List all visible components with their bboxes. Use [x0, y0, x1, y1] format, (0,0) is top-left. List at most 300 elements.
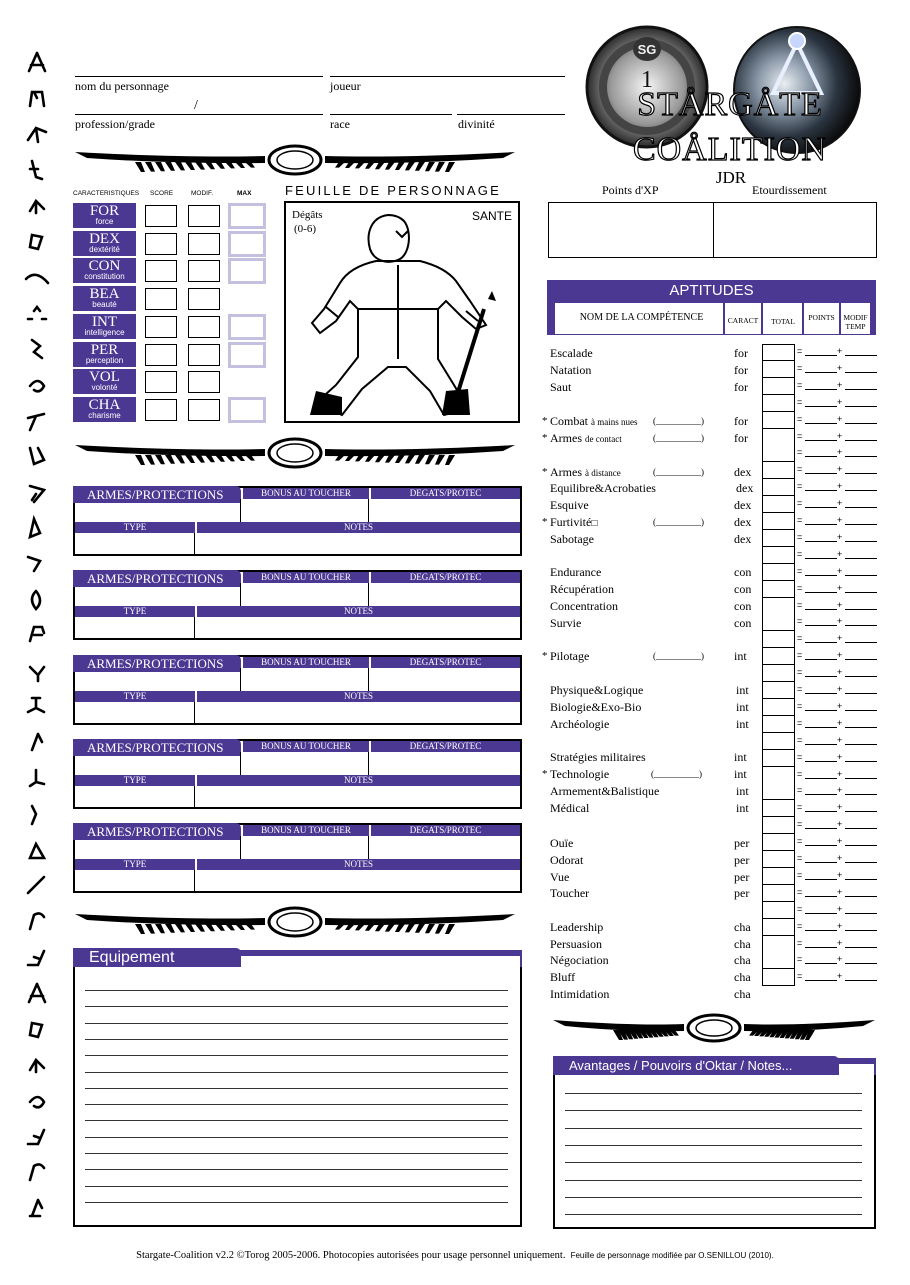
skill-score-row[interactable]: = +: [762, 783, 877, 800]
skill-attr: for: [734, 380, 748, 394]
type-label: TYPE: [123, 775, 147, 785]
skill-name: [550, 346, 593, 361]
sheet-title: FEUILLE DE PERSONNAGE: [285, 183, 501, 198]
skill-score-row[interactable]: = +: [762, 445, 877, 462]
carac-full: beauté: [92, 300, 117, 310]
skill-attr: int: [736, 683, 749, 697]
carac-full: dextérité: [89, 244, 120, 254]
score-box[interactable]: [145, 371, 177, 393]
score-box[interactable]: [145, 344, 177, 366]
equipement-line[interactable]: [85, 990, 508, 991]
skill-label: Equilibre&Acrobaties: [550, 481, 656, 495]
skill-label: Récupération: [550, 582, 614, 596]
skill-score-row[interactable]: = +: [762, 733, 877, 750]
skill-name: [550, 937, 602, 952]
stargate-glyph-icon: [22, 873, 52, 899]
equipement-line[interactable]: [85, 1006, 508, 1007]
stargate-glyph-icon: [22, 372, 52, 398]
weapon-name-field[interactable]: [75, 670, 239, 690]
skill-name: [550, 616, 581, 631]
skill-label: Physique&Logique: [550, 683, 644, 697]
skill-suffix: de contact: [585, 434, 622, 444]
divinite-field[interactable]: [457, 96, 565, 114]
notes-label: NOTES: [195, 606, 520, 617]
skill-name: [550, 886, 589, 901]
stargate-glyph-icon: [22, 766, 52, 792]
carac-full: constitution: [84, 272, 125, 282]
score-box[interactable]: [145, 260, 177, 282]
skill-name: [550, 582, 614, 597]
modif-box[interactable]: [188, 205, 220, 227]
stargate-glyph-icon: [22, 551, 52, 577]
skill-label: Archéologie: [550, 717, 610, 731]
skill-label: Toucher: [550, 886, 590, 900]
carac-full: charisme: [88, 410, 121, 420]
modif-box[interactable]: [188, 399, 220, 421]
skill-name: [550, 431, 622, 446]
star-icon: *: [542, 650, 548, 662]
skill-score-row[interactable]: = +: [762, 581, 877, 598]
profession-field[interactable]: [75, 96, 323, 114]
skill-score-row[interactable]: = +: [762, 969, 877, 986]
equipement-line[interactable]: [85, 1153, 508, 1154]
skill-attr: dex: [734, 532, 752, 546]
notes-line[interactable]: [565, 1197, 862, 1198]
carac-full: volonté: [91, 383, 118, 393]
carac-abbr: DEX: [89, 230, 120, 247]
degats-field[interactable]: [370, 838, 520, 858]
carac-abbr: INT: [92, 313, 117, 330]
degats-label: DEGATS/PROTEC: [369, 825, 520, 836]
score-box[interactable]: [145, 205, 177, 227]
equipement-title: Equipement: [73, 948, 241, 967]
skill-attr: for: [734, 346, 748, 360]
bonus-field[interactable]: [242, 501, 367, 521]
type-field[interactable]: [75, 534, 193, 554]
score-box[interactable]: [145, 399, 177, 421]
notes-line[interactable]: [565, 1162, 862, 1163]
specialty-field[interactable]: (__________): [653, 433, 704, 443]
carac-vol: [73, 369, 136, 394]
bonus-field[interactable]: [242, 670, 367, 690]
skill-score-row[interactable]: = +: [762, 716, 877, 733]
etourdissement-box[interactable]: [713, 202, 877, 258]
carac-abbr: FOR: [89, 203, 120, 219]
carac-int: [73, 314, 136, 339]
weapon-name-field[interactable]: [75, 501, 239, 521]
profession-label: profession/grade: [75, 117, 155, 131]
winged-divider: [75, 437, 515, 469]
skill-score-row[interactable]: = +: [762, 547, 877, 564]
equipement-line[interactable]: [85, 1137, 508, 1138]
modif-box[interactable]: [188, 260, 220, 282]
health-panel: [284, 201, 520, 423]
degats-label: DEGATS/PROTEC: [369, 572, 520, 583]
skill-attr: per: [734, 870, 750, 884]
skill-score-row[interactable]: = +: [762, 682, 877, 699]
sante-label: SANTE: [472, 209, 513, 223]
col-modif-header: MODIF TEMP: [843, 313, 868, 331]
skill-label: Leadership: [550, 920, 604, 934]
footer-main: Stargate-Coalition v2.2 ©Torog 2005-2006. Photocopies autorisées pour usage personnel uniquement.: [136, 1250, 566, 1261]
skill-attr: int: [734, 649, 747, 663]
equipement-line[interactable]: [85, 1023, 508, 1024]
type-field[interactable]: [75, 618, 193, 638]
carac-abbr: PER: [90, 341, 119, 358]
carac-full: intelligence: [84, 327, 125, 337]
equipement-line[interactable]: [85, 1169, 508, 1170]
skill-attr: per: [734, 853, 750, 867]
footer: [0, 1243, 910, 1262]
carac-full: force: [95, 217, 114, 226]
stargate-glyph-icon: [22, 981, 52, 1007]
skill-label: Persuasion: [550, 937, 602, 951]
stargate-glyph-icon: [22, 193, 52, 219]
degats-field[interactable]: [370, 754, 520, 774]
weapon-block: [73, 739, 522, 809]
notes-field[interactable]: [196, 534, 520, 554]
degats-field[interactable]: [370, 585, 520, 605]
equipement-line[interactable]: [85, 1055, 508, 1056]
weapon-title: ARMES/PROTECTIONS: [73, 655, 241, 672]
aptitudes-title: APTITUDES: [669, 282, 754, 299]
stargate-glyph-icon: [22, 1160, 52, 1186]
weapon-title: ARMES/PROTECTIONS: [73, 570, 241, 587]
stargate-glyph-icon: [22, 802, 52, 828]
bonus-label: BONUS AU TOUCHER: [241, 572, 369, 583]
notes-line[interactable]: [565, 1128, 862, 1129]
notes-line[interactable]: [565, 1180, 862, 1181]
carac-per: [73, 342, 136, 367]
skill-score-row[interactable]: = +: [762, 851, 877, 868]
skill-attr: per: [734, 886, 750, 900]
stargate-coalition-logo: [585, 25, 875, 185]
skill-score-row[interactable]: = +: [762, 564, 877, 581]
notes-line[interactable]: [565, 1145, 862, 1146]
skill-name: [550, 853, 583, 868]
carac-abbr: CON: [88, 258, 121, 275]
weapon-name-field[interactable]: [75, 838, 239, 858]
equipement-line[interactable]: [85, 1186, 508, 1187]
max-box[interactable]: [228, 314, 266, 340]
degats-label: DEGATS/PROTEC: [369, 488, 520, 499]
skill-attr: int: [734, 767, 747, 781]
stargate-glyph-icon: [22, 157, 52, 183]
equipement-line[interactable]: [85, 1104, 508, 1105]
skill-score-row[interactable]: = +: [762, 614, 877, 631]
skill-name: [550, 870, 569, 885]
skill-attr: int: [736, 784, 749, 798]
carac-con: [73, 258, 136, 283]
col-caract-header: CARACT: [727, 316, 759, 325]
max-header: MAX: [237, 190, 252, 197]
skill-score-row[interactable]: = +: [762, 817, 877, 834]
modif-box[interactable]: [188, 371, 220, 393]
skill-score-row[interactable]: = +: [762, 479, 877, 496]
notes-line[interactable]: [565, 1110, 862, 1111]
skill-attr: con: [734, 582, 752, 596]
stargate-glyph-icon: [22, 838, 52, 864]
degats-label: DEGATS/PROTEC: [369, 657, 520, 668]
stargate-glyph-icon: [22, 515, 52, 541]
modif-header: MODIF.: [191, 190, 214, 197]
weapon-name-field[interactable]: [75, 585, 239, 605]
skill-score-row[interactable]: = +: [762, 395, 877, 412]
skill-name: [550, 801, 589, 816]
stargate-glyph-icon: [22, 1088, 52, 1114]
logo-line1: STÅRGÅTE: [637, 86, 823, 123]
equipement-line[interactable]: [85, 1202, 508, 1203]
sg-text: SG: [637, 42, 657, 57]
skill-label: Esquive: [550, 498, 589, 512]
stargate-glyph-icon: [22, 265, 52, 291]
carac-header: CARACTERISTIQUES: [73, 190, 140, 197]
col-total-header: TOTAL: [771, 317, 795, 326]
col-points-header: POINTS: [808, 313, 835, 322]
skill-attr: for: [734, 363, 748, 377]
carac-abbr: VOL: [89, 369, 120, 386]
skill-score-row[interactable]: = +: [762, 936, 877, 953]
skill-attr: for: [734, 414, 748, 428]
skill-score-row[interactable]: = +: [762, 513, 877, 530]
skill-attr: dex: [734, 465, 752, 479]
skill-label: Combat: [550, 414, 588, 428]
notes-field[interactable]: [196, 703, 520, 723]
notes-label: NOTES: [195, 859, 520, 870]
checkbox-icon[interactable]: □: [591, 518, 598, 529]
carac-bea: [73, 286, 136, 311]
score-box[interactable]: [145, 316, 177, 338]
carac-full: perception: [85, 355, 124, 365]
skill-label: Survie: [550, 616, 582, 630]
notes-field[interactable]: [196, 618, 520, 638]
skill-label: Sabotage: [550, 532, 594, 546]
skill-label: Stratégies militaires: [550, 750, 646, 764]
skill-score-row[interactable]: = +: [762, 868, 877, 885]
nom-label: nom du personnage: [75, 79, 169, 93]
weapon-block: [73, 655, 522, 725]
degats-label: Dégâts: [292, 209, 323, 221]
skill-score-row[interactable]: = +: [762, 530, 877, 547]
skill-score-row[interactable]: = +: [762, 412, 877, 429]
equipement-line[interactable]: [85, 1072, 508, 1073]
skill-score-row[interactable]: = +: [762, 699, 877, 716]
skill-name: [550, 414, 638, 429]
skill-score-row[interactable]: = +: [762, 834, 877, 851]
stargate-glyph-icon: [22, 694, 52, 720]
skill-name: [550, 649, 589, 664]
skill-score-row[interactable]: = +: [762, 800, 877, 817]
skill-score-row[interactable]: = +: [762, 767, 877, 784]
specialty-field[interactable]: (__________): [653, 517, 704, 527]
unit-number: 1: [641, 67, 653, 93]
notes-field[interactable]: [196, 787, 520, 807]
skill-score-row[interactable]: = +: [762, 496, 877, 513]
skill-attr: con: [734, 616, 752, 630]
skill-attr: dex: [734, 498, 752, 512]
skill-label: Ouïe: [550, 836, 574, 850]
stargate-glyph-icon: [22, 730, 52, 756]
skill-label: Natation: [550, 363, 592, 377]
equipement-line[interactable]: [85, 1039, 508, 1040]
stargate-glyph-icon: [22, 408, 52, 434]
carac-cha: [73, 397, 136, 422]
carac-abbr: CHA: [88, 396, 121, 413]
type-field[interactable]: [75, 703, 193, 723]
bonus-field[interactable]: [242, 585, 367, 605]
specialty-field[interactable]: (__________): [653, 651, 704, 661]
skill-name: [550, 481, 656, 496]
skill-label: Concentration: [550, 599, 618, 613]
stargate-glyph-icon: [22, 1052, 52, 1078]
specialty-field[interactable]: (__________): [653, 416, 704, 426]
skill-label: Biologie&Exo-Bio: [550, 700, 642, 714]
skill-name: [550, 700, 641, 715]
skill-label: Furtivité: [550, 515, 592, 529]
skill-score-row[interactable]: = +: [762, 750, 877, 767]
notes-label: NOTES: [195, 691, 520, 702]
joueur-field[interactable]: [330, 58, 565, 76]
aptitudes-header: [547, 280, 876, 335]
skill-attr: int: [736, 700, 749, 714]
equipement-line[interactable]: [85, 1088, 508, 1089]
star-icon: *: [542, 516, 548, 528]
degats-label: DEGATS/PROTEC: [369, 741, 520, 752]
score-header: SCORE: [150, 190, 174, 197]
skill-score-row[interactable]: = +: [762, 648, 877, 665]
stargate-glyph-icon: [22, 1017, 52, 1043]
weapon-title: ARMES/PROTECTIONS: [73, 739, 241, 756]
stargate-glyph-icon: [22, 122, 52, 148]
modif-box[interactable]: [188, 288, 220, 310]
score-box[interactable]: [145, 288, 177, 310]
divinite-label: divinité: [458, 117, 495, 131]
type-label: TYPE: [123, 606, 147, 616]
skill-score-row[interactable]: = +: [762, 598, 877, 615]
skill-score-row[interactable]: = +: [762, 665, 877, 682]
max-box[interactable]: [228, 203, 266, 229]
notes-line[interactable]: [565, 1214, 862, 1215]
skill-attr: con: [734, 599, 752, 613]
skill-attr: dex: [734, 515, 752, 529]
weapon-name-field[interactable]: [75, 754, 239, 774]
stargate-glyph-icon: [22, 86, 52, 112]
modif-box[interactable]: [188, 233, 220, 255]
bonus-field[interactable]: [242, 838, 367, 858]
degats-range: (0-6): [294, 223, 316, 235]
specialty-field[interactable]: (__________): [653, 467, 704, 477]
skill-score-row[interactable]: = +: [762, 885, 877, 902]
skill-score-row[interactable]: = +: [762, 902, 877, 919]
carac-for: [73, 203, 136, 228]
weapon-block: [73, 570, 522, 640]
notes-line[interactable]: [565, 1093, 862, 1094]
skill-score-row[interactable]: = +: [762, 344, 877, 361]
carac-dex: [73, 231, 136, 256]
degats-field[interactable]: [370, 501, 520, 521]
joueur-label: joueur: [330, 79, 361, 93]
skill-attr: int: [736, 801, 749, 815]
skill-name: [550, 465, 621, 480]
notes-label: NOTES: [195, 522, 520, 533]
skill-label: Odorat: [550, 853, 584, 867]
skill-score-row[interactable]: = +: [762, 361, 877, 378]
skill-score-row[interactable]: = +: [762, 631, 877, 648]
equipement-line[interactable]: [85, 1120, 508, 1121]
max-box[interactable]: [228, 258, 266, 284]
stargate-glyph-icon: [22, 301, 52, 327]
skill-score-row[interactable]: = +: [762, 952, 877, 969]
notes-field[interactable]: [196, 871, 520, 891]
skill-score-row[interactable]: = +: [762, 919, 877, 936]
type-field[interactable]: [75, 787, 193, 807]
skill-label: Armes: [550, 431, 582, 445]
specialty-field[interactable]: (__________): [651, 769, 702, 779]
skill-name: [550, 836, 573, 851]
skill-suffix: à mains nues: [591, 417, 638, 427]
col-name-header: NOM DE LA COMPÉTENCE: [579, 312, 704, 323]
race-field[interactable]: [330, 96, 452, 114]
score-box[interactable]: [145, 233, 177, 255]
skill-name: [550, 498, 589, 513]
max-box[interactable]: [228, 342, 266, 368]
skill-attr: con: [734, 565, 752, 579]
skill-label: Armement&Balistique: [550, 784, 660, 798]
weapon-title: ARMES/PROTECTIONS: [73, 486, 241, 503]
star-icon: *: [542, 432, 548, 444]
skill-name: [550, 784, 659, 799]
winged-divider: [553, 1013, 875, 1043]
skill-score-row[interactable]: = +: [762, 429, 877, 446]
type-label: TYPE: [123, 522, 147, 532]
skill-name: [550, 599, 618, 614]
skill-name: [550, 717, 609, 732]
footer-credit: Feuille de personnage modifiée par O.SENILLOU (2010).: [570, 1251, 774, 1260]
max-box[interactable]: [228, 231, 266, 257]
type-field[interactable]: [75, 871, 193, 891]
skill-label: Armes: [550, 465, 582, 479]
skill-name: [550, 750, 646, 765]
degats-field[interactable]: [370, 670, 520, 690]
bonus-label: BONUS AU TOUCHER: [241, 741, 369, 752]
bonus-field[interactable]: [242, 754, 367, 774]
stargate-glyph-icon: [22, 480, 52, 506]
skill-name: [550, 532, 594, 547]
carac-abbr: BEA: [89, 286, 120, 303]
modif-box[interactable]: [188, 344, 220, 366]
star-icon: *: [542, 466, 548, 478]
notes-panel: [553, 1058, 876, 1229]
skill-attr: int: [734, 750, 747, 764]
slash: /: [194, 98, 198, 113]
weapon-block: [73, 486, 522, 556]
skill-name: [550, 970, 575, 985]
bonus-label: BONUS AU TOUCHER: [241, 825, 369, 836]
notes-title: Avantages / Pouvoirs d'Oktar / Notes...: [553, 1056, 839, 1075]
skill-name: [550, 363, 591, 378]
skill-label: Pilotage: [550, 649, 590, 663]
skill-label: Escalade: [550, 346, 593, 360]
bonus-label: BONUS AU TOUCHER: [241, 488, 369, 499]
nom-field[interactable]: [75, 58, 323, 76]
stargate-glyph-icon: [22, 1196, 52, 1222]
skill-score-row[interactable]: = +: [762, 378, 877, 395]
max-box[interactable]: [228, 397, 266, 423]
modif-box[interactable]: [188, 316, 220, 338]
winged-divider: [75, 144, 515, 176]
xp-box[interactable]: [548, 202, 714, 258]
skill-score-row[interactable]: = +: [762, 462, 877, 479]
